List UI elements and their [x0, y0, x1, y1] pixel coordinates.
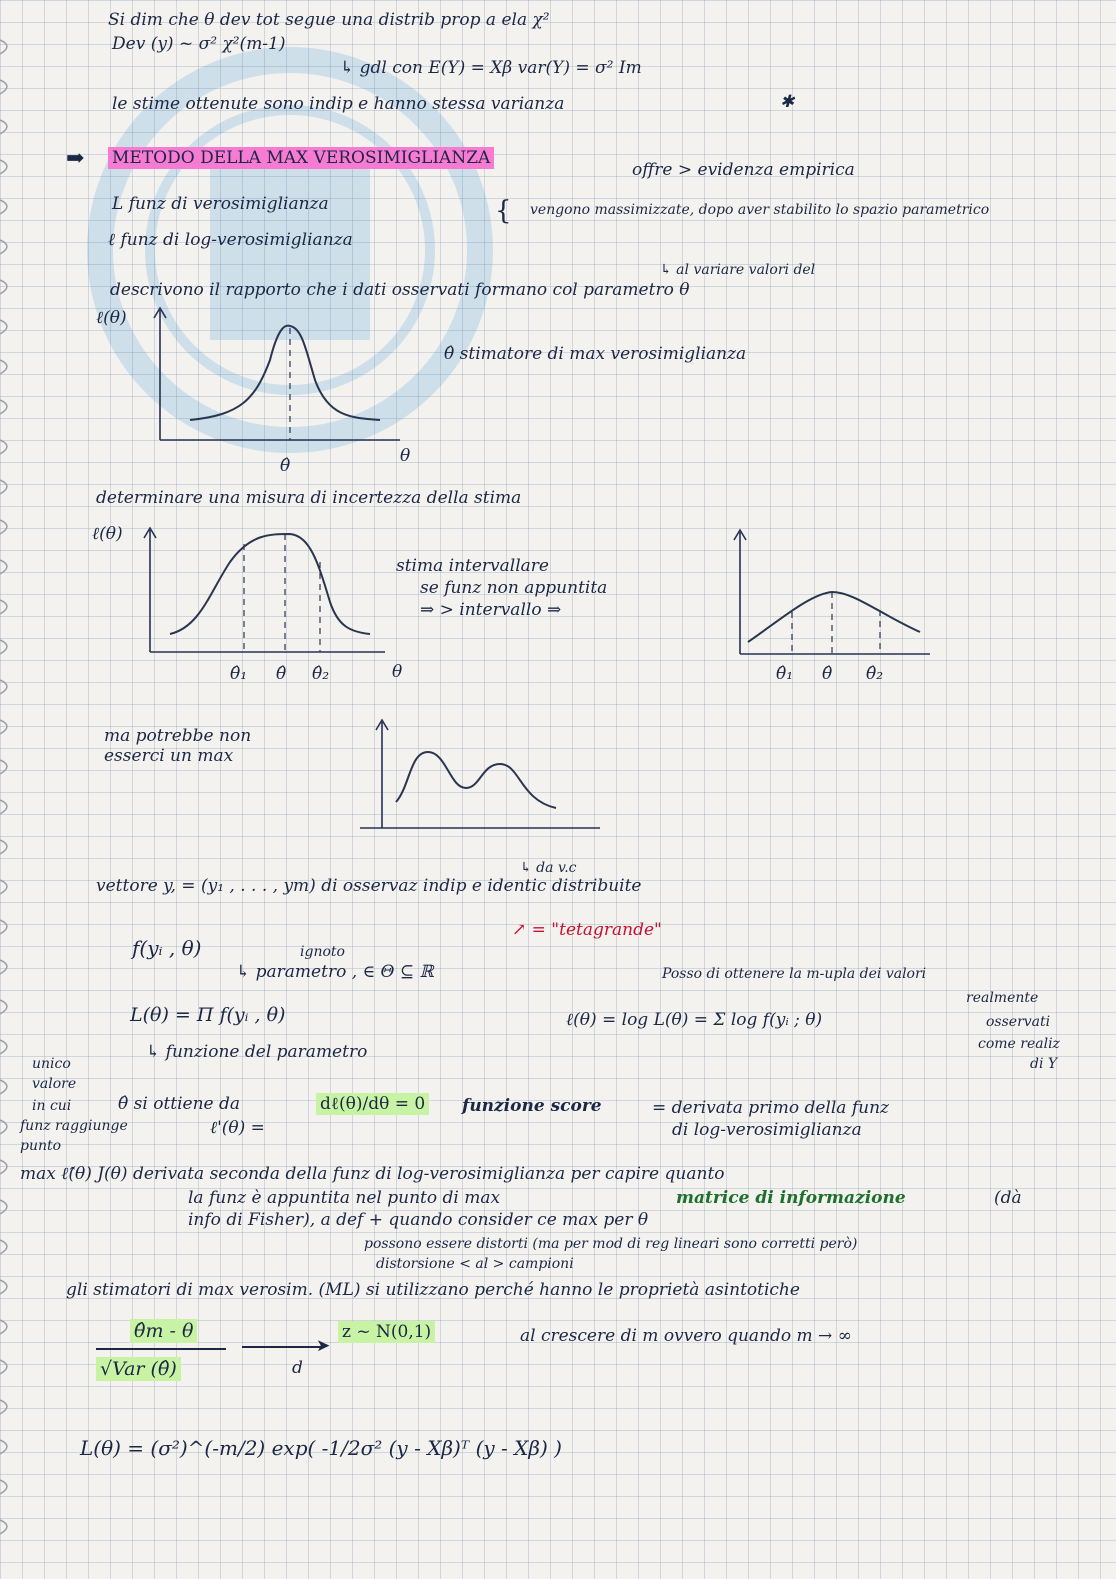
- note-line-15d: come realiz: [978, 1036, 1060, 1052]
- note-line-18c: funzione score: [462, 1096, 602, 1116]
- note-line-6b: vengono massimizzate, dopo aver stabilito lo spazio parametrico: [530, 202, 990, 218]
- side-note-2: valore: [32, 1076, 77, 1092]
- g4-curve: [396, 752, 556, 808]
- g2-ylabel: ℓ(θ): [92, 524, 123, 544]
- note-line-18e: di log-verosimiglianza: [672, 1120, 862, 1140]
- brace-icon: {: [495, 196, 512, 226]
- g1-ylabel: ℓ(θ): [96, 308, 127, 328]
- fraction-numerator-text: θ̂m - θ: [130, 1319, 197, 1343]
- g1-curve: [190, 326, 380, 420]
- likelihood-formula: L(θ) = (σ²)^(-m/2) exp( -1/2σ² (y - Xβ)ᵀ (y - Xβ) ): [80, 1436, 562, 1460]
- g2-curve: [170, 534, 370, 634]
- note-line-13: vettore y, = (y₁ , . . . , ym) di osservaz indip e identic distribuite: [96, 876, 642, 896]
- normal-dist-text: z ~ N(0,1): [338, 1321, 435, 1343]
- note-line-9: θ̂ stimatore di max verosimiglianza: [444, 344, 747, 364]
- note-line-22: distorsione < al > campioni: [376, 1256, 574, 1272]
- note-line-23: gli stimatori di max verosim. (ML) si utilizzano perché hanno le proprietà asintotiche: [66, 1280, 800, 1300]
- note-line-1: Si dim che θ dev tot segue una distrib prop a ela χ²: [108, 10, 550, 30]
- note-line-4: le stime ottenute sono indip e hanno stessa varianza: [112, 94, 565, 114]
- note-line-19b: la funz è appuntita nel punto di max: [188, 1188, 501, 1208]
- note-line-15: L(θ) = Π f(yᵢ , θ): [130, 1004, 286, 1026]
- fraction-denominator: [96, 1358, 181, 1380]
- fraction-numerator: [130, 1320, 197, 1342]
- note-line-3: ↳ gdl con E(Y) = Xβ var(Y) = σ² Im: [340, 58, 642, 78]
- note-line-18: θ̂ si ottiene da: [118, 1094, 241, 1114]
- note-line-19a: max ℓ̂(θ) J(θ) derivata seconda della funz di log-verosimiglianza per capire quanto: [20, 1164, 725, 1184]
- note-line-13-up: ↳ da v.c: [520, 860, 577, 876]
- g2-tick-3: θ̂₂: [312, 664, 330, 684]
- note-line-15b: ℓ(θ) = log L(θ) = Σ log f(yᵢ ; θ): [566, 1010, 823, 1030]
- graph-likelihood-wide: [730, 524, 940, 664]
- g1-xlabel: θ: [400, 446, 411, 466]
- note-line-12b: esserci un max: [104, 746, 234, 766]
- score-equation-text: dℓ(θ)/dθ = 0: [316, 1093, 429, 1115]
- graph-likelihood-bimodal: [370, 716, 610, 836]
- note-line-19d: (dà: [994, 1188, 1022, 1208]
- heading-text: METODO DELLA MAX VEROSIMIGLIANZA: [108, 147, 494, 169]
- convergence-arrow: [242, 1346, 322, 1348]
- notebook-spiral: [0, 0, 18, 1579]
- red-note: ↗ = "tetagrande": [512, 920, 662, 940]
- side-note-5: punto: [20, 1138, 62, 1154]
- note-line-10: determinare una misura di incertezza della stima: [96, 488, 522, 508]
- g3-tick-3: θ̂₂: [866, 664, 884, 684]
- note-line-2: Dev (y) ~ σ² χ²(m-1): [112, 34, 286, 54]
- note-line-18d: = derivata primo della funz: [652, 1098, 889, 1118]
- note-line-11b: se funz non appuntita: [420, 578, 608, 598]
- g3-tick-1: θ̂₁: [776, 664, 794, 684]
- note-line-16: ↳ funzione del parametro: [146, 1042, 368, 1062]
- note-line-12a: ma potrebbe non: [104, 726, 252, 746]
- score-equation: [316, 1094, 429, 1114]
- side-note-3: in cui: [32, 1098, 72, 1114]
- g2-tick-2: θ̂: [276, 664, 287, 684]
- note-line-14d: Posso di ottenere la m-upla dei valori: [662, 966, 927, 982]
- graph-likelihood-flat: [140, 522, 400, 662]
- note-line-14a: f(yᵢ , θ): [132, 936, 202, 960]
- note-line-20: info di Fisher), a def + quando consider ce max per θ: [188, 1210, 649, 1230]
- g3-curve: [748, 592, 920, 642]
- note-line-18f: ℓ'(θ) =: [210, 1118, 265, 1138]
- note-line-19c: matrice di informazione: [676, 1188, 906, 1208]
- g1-peak-label: θ̂: [280, 456, 291, 476]
- note-line-14b: ignoto: [300, 944, 345, 960]
- note-line-11c: ⇒ > intervallo ⇒: [420, 600, 562, 620]
- arrow-icon: ➡: [66, 146, 85, 171]
- heading-tail: offre > evidenza empirica: [632, 160, 855, 180]
- note-line-15c: osservati: [986, 1014, 1051, 1030]
- arrow-head-icon: ➤: [316, 1336, 331, 1356]
- side-note-1: unico: [32, 1056, 71, 1072]
- note-line-15e: di Y: [1030, 1056, 1058, 1072]
- section-heading: [108, 148, 494, 168]
- normal-dist: [338, 1322, 435, 1342]
- note-line-24e: al crescere di m ovvero quando m → ∞: [520, 1326, 852, 1346]
- g2-xlabel: θ: [392, 662, 403, 682]
- fraction-bar: [96, 1348, 226, 1350]
- note-line-7: ℓ funz di log-verosimiglianza: [108, 230, 353, 250]
- note-line-6: L funz di verosimiglianza: [112, 194, 329, 214]
- note-line-14c: ↳ parametro , ∈ Θ ⊆ ℝ: [236, 962, 434, 982]
- note-line-14e: realmente: [966, 990, 1039, 1006]
- fraction-denominator-text: √Var (θ̂): [96, 1357, 181, 1381]
- g2-tick-1: θ̂₁: [230, 664, 248, 684]
- note-line-8: descrivono il rapporto che i dati osservati formano col parametro θ: [110, 280, 690, 300]
- convergence-label: d: [292, 1358, 303, 1378]
- side-note-4: funz raggiunge: [20, 1118, 128, 1134]
- g3-tick-2: θ̂: [822, 664, 833, 684]
- note-line-8-up: ↳ al variare valori del: [660, 262, 816, 278]
- note-line-21: possono essere distorti (ma per mod di reg lineari sono corretti però): [364, 1236, 858, 1252]
- scribble-icon: ✱: [780, 92, 795, 112]
- note-line-11a: stima intervallare: [396, 556, 549, 576]
- graph-likelihood-peak: [150, 300, 430, 460]
